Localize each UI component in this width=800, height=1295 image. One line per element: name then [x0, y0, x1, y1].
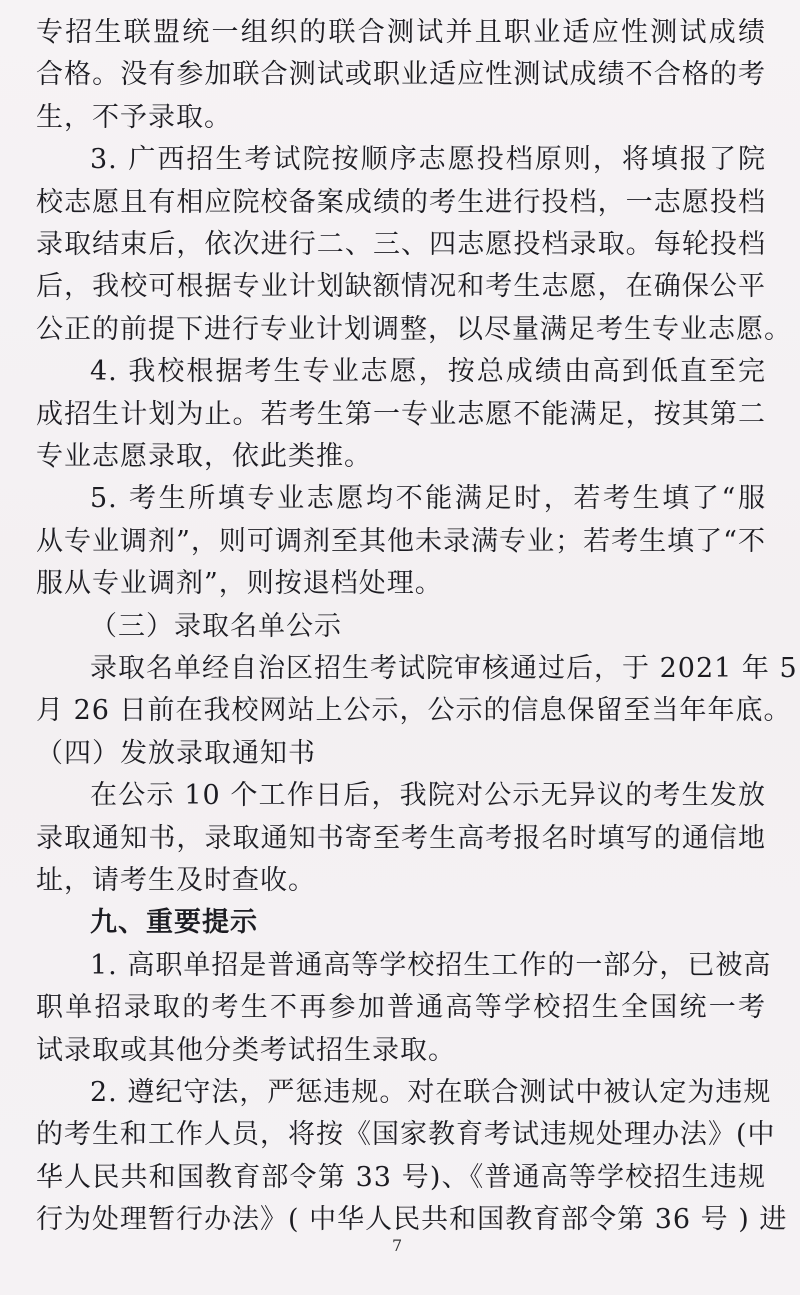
text-line: 1. 高职单招是普通高等学校招生工作的一部分，已被高 [90, 950, 772, 981]
text-line: 5. 考生所填专业志愿均不能满足时，若考生填了“服 [90, 483, 766, 514]
text-line: 华人民共和国教育部令第 33 号)、《普通高等学校招生违规 [36, 1162, 766, 1193]
text-line: 服从专业调剂”，则按退档处理。 [36, 568, 443, 599]
text-line: 行为处理暂行办法》( 中华人民共和国教育部令第 36 号 ) 进 [36, 1204, 788, 1235]
text-line: 3. 广西招生考试院按顺序志愿投档原则，将填报了院 [90, 144, 766, 175]
text-line: 职单招录取的考生不再参加普通高等学校招生全国统一考 [36, 992, 766, 1023]
text-line: 从专业调剂”，则可调剂至其他未录满专业；若考生填了“不 [36, 526, 766, 557]
text-line: 2. 遵纪守法，严惩违规。对在联合测试中被认定为违规 [90, 1077, 772, 1108]
text-line: 4. 我校根据考生专业志愿，按总成绩由高到低直至完 [90, 356, 766, 387]
text-line: 试录取或其他分类考试招生录取。 [36, 1035, 456, 1066]
text-line: 成招生计划为止。若考生第一专业志愿不能满足，按其第二 [36, 399, 766, 430]
text-line: 专招生联盟统一组织的联合测试并且职业适应性测试成绩 [36, 17, 766, 48]
text-line: 的考生和工作人员，将按《国家教育考试违规处理办法》(中 [36, 1119, 776, 1150]
page-number: 7 [392, 1236, 403, 1255]
text-line: 后，我校可根据专业计划缺额情况和考生志愿，在确保公平 [36, 271, 766, 302]
text-line: 专业志愿录取，依此类推。 [36, 441, 372, 472]
section-heading: （三）录取名单公示 [90, 611, 342, 642]
text-line: 合格。没有参加联合测试或职业适应性测试成绩不合格的考 [36, 59, 766, 90]
text-line: 公正的前提下进行专业计划调整，以尽量满足考生专业志愿。 [36, 314, 792, 345]
section-heading: （四）发放录取通知书 [36, 738, 316, 769]
text-line: 录取通知书，录取通知书寄至考生高考报名时填写的通信地 [36, 823, 766, 854]
text-line: 生，不予录取。 [36, 102, 232, 133]
text-line: 校志愿且有相应院校备案成绩的考生进行投档，一志愿投档 [36, 187, 766, 218]
section-heading: 九、重要提示 [90, 907, 258, 938]
text-line: 录取结束后，依次进行二、三、四志愿投档录取。每轮投档 [36, 229, 766, 260]
text-line: 录取名单经自治区招生考试院审核通过后，于 2021 年 5 [90, 653, 798, 684]
text-line: 在公示 10 个工作日后，我院对公示无异议的考生发放 [90, 780, 766, 811]
text-line: 址，请考生及时查收。 [36, 865, 316, 896]
text-line: 月 26 日前在我校网站上公示，公示的信息保留至当年年底。 [36, 695, 792, 726]
